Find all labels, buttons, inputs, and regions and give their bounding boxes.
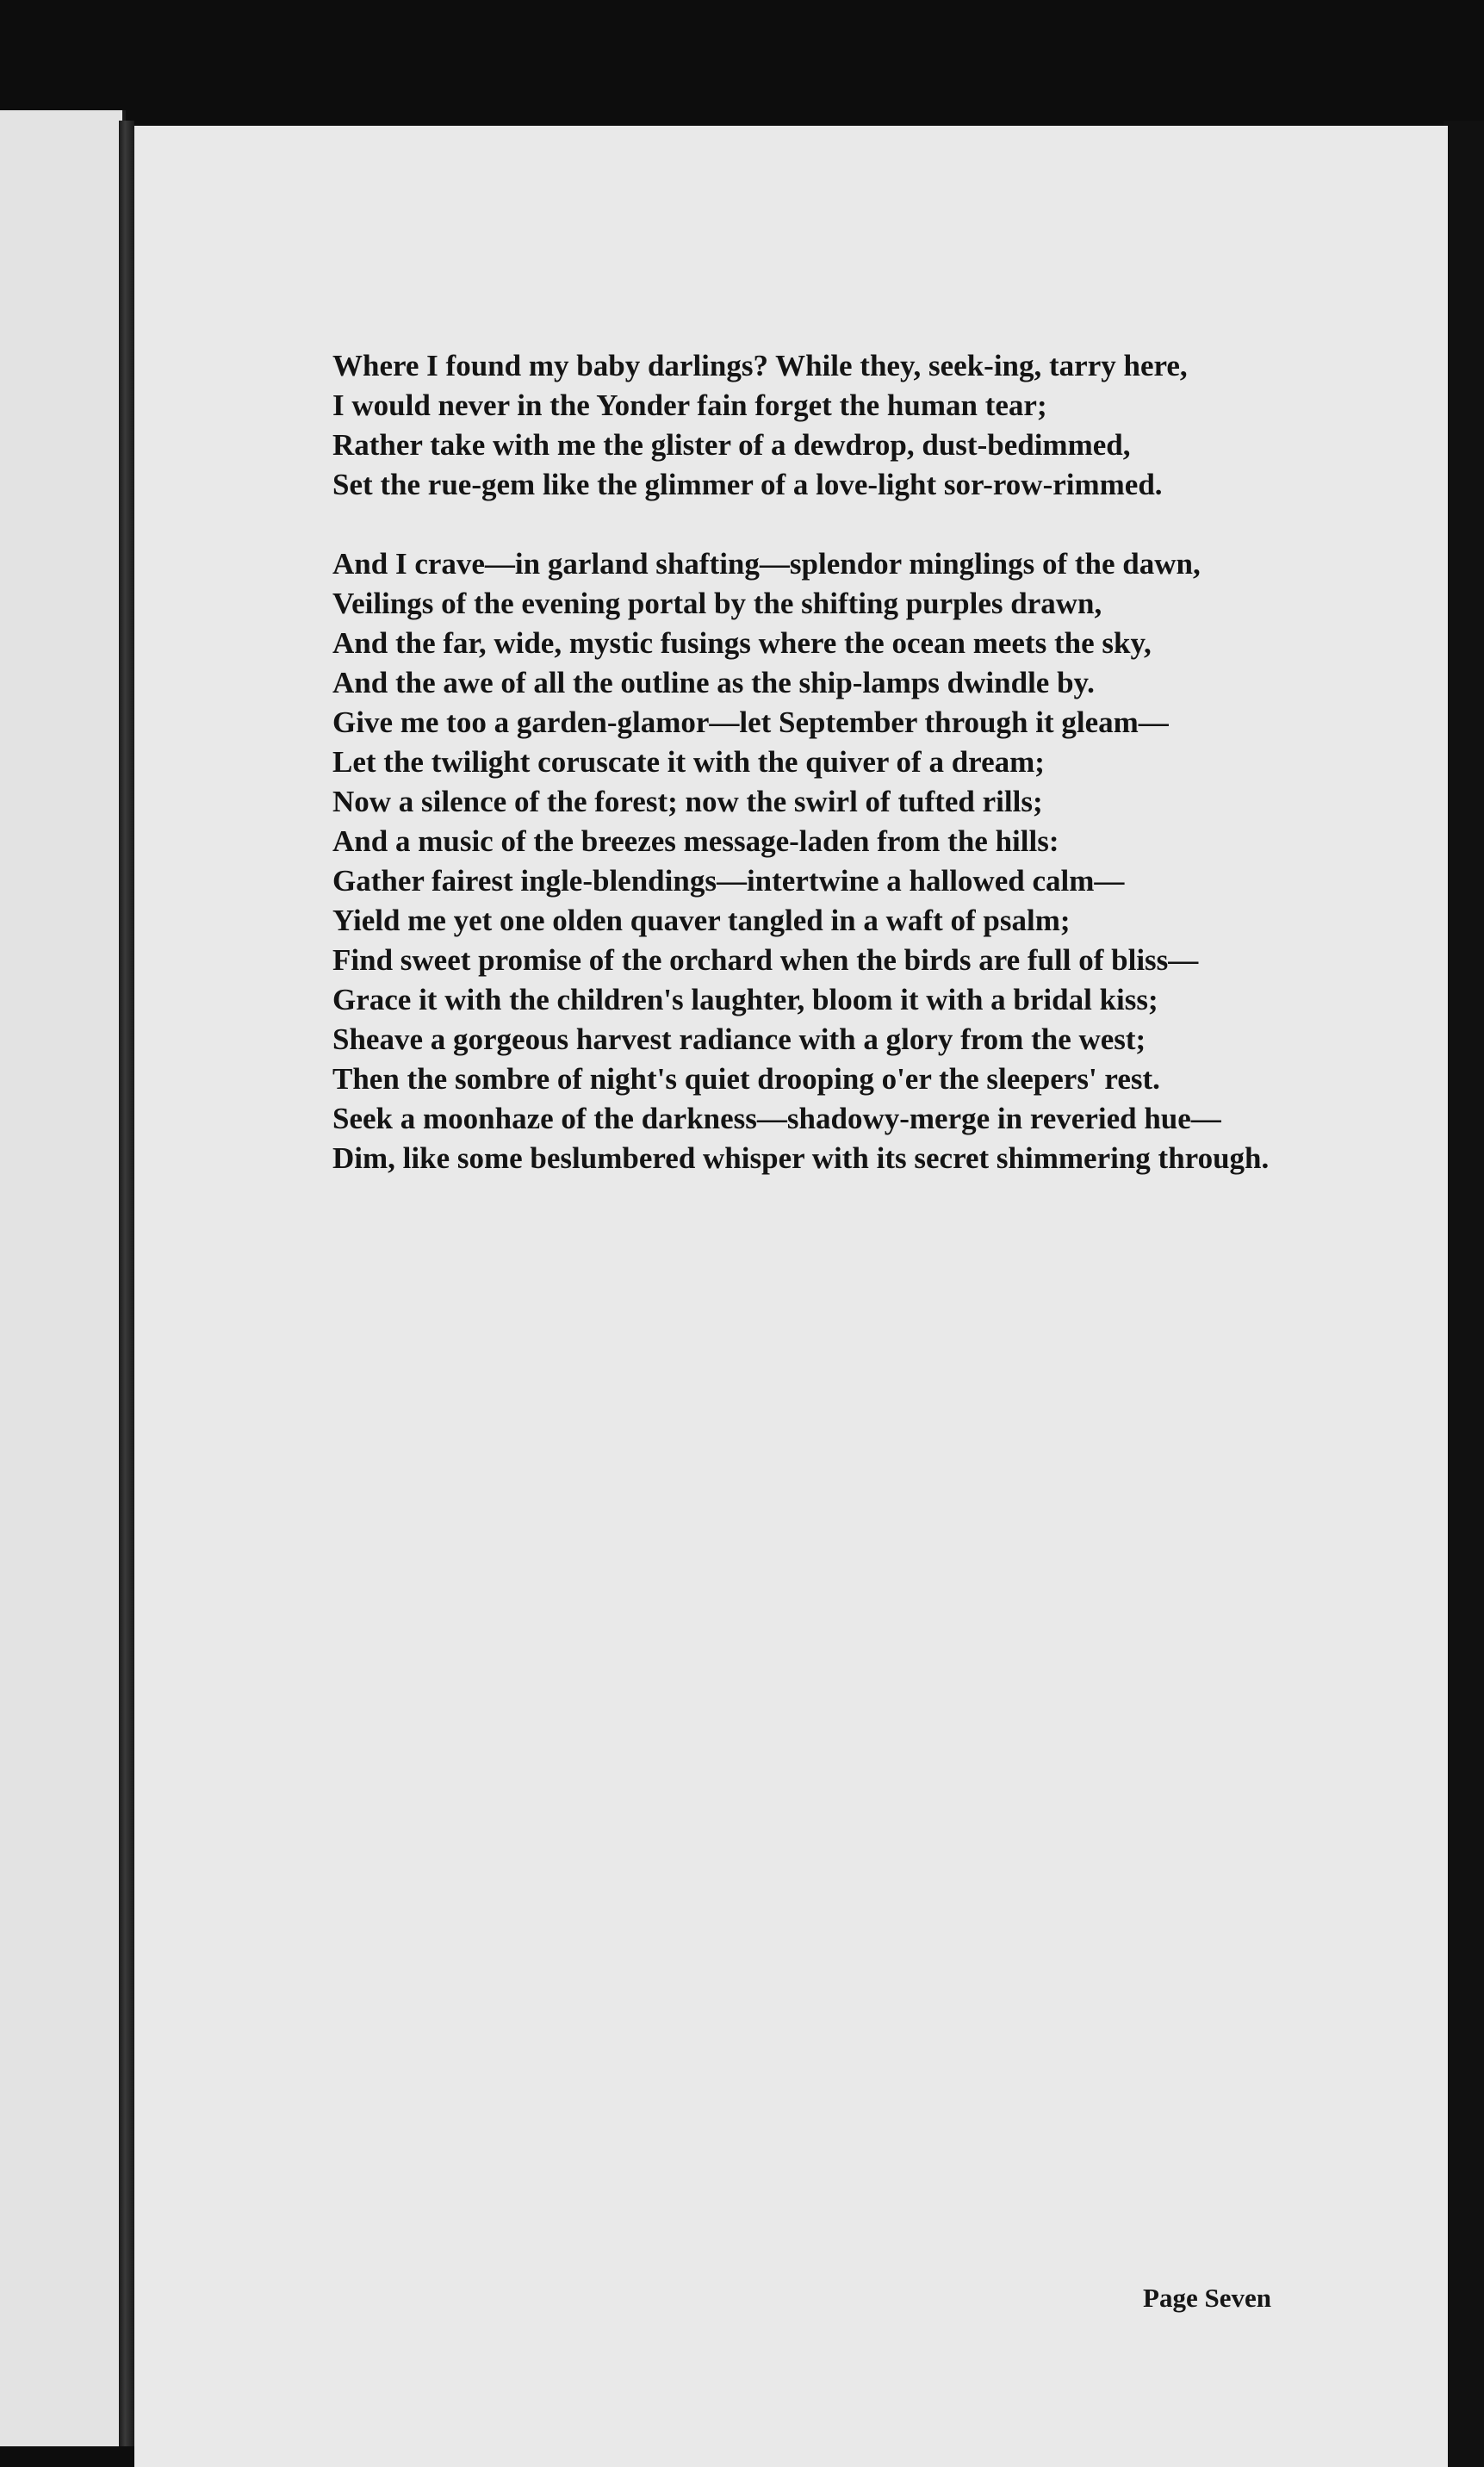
poem-line: Veilings of the evening portal by the shifting purples drawn,	[332, 587, 1102, 620]
scan-border	[1444, 121, 1484, 2467]
poem-line: Rather take with me the glister of a dewdrop, dust-bedimmed,	[332, 428, 1131, 462]
poem-line: Dim, like some beslumbered whisper with its secret shimmering through.	[332, 1141, 1270, 1175]
poem-line: Gather fairest ingle-blendings—intertwine a hallowed calm—	[332, 864, 1125, 898]
poem-line: Let the twilight coruscate it with the quiver of a dream;	[332, 745, 1045, 779]
stanza	[332, 346, 1297, 505]
poem-text	[332, 346, 1297, 1178]
book-page	[134, 126, 1448, 2467]
poem-line: Give me too a garden-glamor—let September through it gleam—	[332, 705, 1169, 739]
facing-page-edge	[0, 110, 126, 2446]
page-number: Page Seven	[1143, 2283, 1271, 2313]
poem-line: Grace it with the children's laughter, bloom it with a bridal kiss;	[332, 983, 1158, 1016]
poem-line: Find sweet promise of the orchard when the birds are full of bliss—	[332, 943, 1199, 977]
poem-line: And I crave—in garland shafting—splendor minglings of the dawn,	[332, 547, 1201, 581]
poem-line: And a music of the breezes message-laden from the hills:	[332, 824, 1059, 858]
poem-line: Sheave a gorgeous harvest radiance with a glory from the west;	[332, 1022, 1146, 1056]
poem-line: Yield me yet one olden quaver tangled in a waft of psalm;	[332, 904, 1071, 937]
poem-line: Then the sombre of night's quiet drooping o'er the sleepers' rest.	[332, 1062, 1160, 1096]
poem-line: And the far, wide, mystic fusings where the ocean meets the sky,	[332, 626, 1152, 660]
poem-line: Set the rue-gem like the glimmer of a love-light sor-row-rimmed.	[332, 468, 1163, 501]
poem-line: And the awe of all the outline as the ship-lamps dwindle by.	[332, 666, 1095, 699]
poem-line: Now a silence of the forest; now the swirl of tufted rills;	[332, 785, 1043, 818]
poem-line: Where I found my baby darlings? While they, seek-ing, tarry here,	[332, 349, 1188, 382]
stanza	[332, 544, 1297, 1178]
poem-line: Seek a moonhaze of the darkness—shadowy-merge in reveried hue—	[332, 1102, 1221, 1135]
book-gutter	[119, 121, 134, 2446]
poem-line: I would never in the Yonder fain forget the human tear;	[332, 388, 1047, 422]
